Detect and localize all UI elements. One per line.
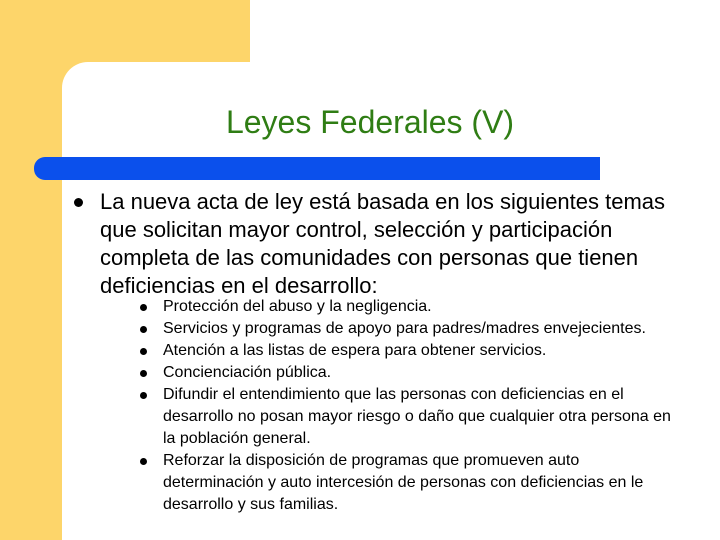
- main-bullet-text: La nueva acta de ley está basada en los siguientes temas que solicitan mayor control, selección y participación completa de las comunidades con personas que tienen deficiencias en el desarrollo:: [100, 189, 666, 298]
- sub-bullet-text: Reforzar la disposición de programas que promueven auto determinación y auto intercesión de personas con deficiencias en le desarrollo y sus familias.: [163, 452, 644, 513]
- sub-bullet-dot: [140, 304, 147, 311]
- left-accent-strip: [0, 0, 62, 540]
- sub-bullet-item: [140, 340, 680, 362]
- sub-bullet-item: [140, 318, 680, 340]
- sub-bullet-dot: [140, 392, 147, 399]
- sub-bullet-item: [140, 362, 680, 384]
- sub-bullet-text: Concienciación pública.: [163, 364, 332, 381]
- sub-bullet-item: [140, 296, 680, 318]
- sub-bullet-text: Servicios y programas de apoyo para padres/madres envejecientes.: [163, 320, 646, 337]
- sub-bullet-dot: [140, 370, 147, 377]
- title-underline-bar: [34, 157, 600, 180]
- sub-bullet-dot: [140, 458, 147, 465]
- sub-bullet-item: [140, 384, 680, 450]
- slide-title: Leyes Federales (V): [225, 104, 515, 140]
- sub-bullet-dot: [140, 348, 147, 355]
- sub-bullet-text: Difundir el entendimiento que las personas con deficiencias en el desarrollo no posan mayor riesgo o daño que cualquier otra persona en la población general.: [163, 386, 671, 447]
- sub-bullet-list: [140, 296, 680, 516]
- sub-bullet-text: Atención a las listas de espera para obtener servicios.: [163, 342, 547, 359]
- main-bullet-dot: [74, 198, 83, 207]
- sub-bullet-item: [140, 450, 680, 516]
- sub-bullet-text: Protección del abuso y la negligencia.: [163, 298, 432, 315]
- sub-bullet-dot: [140, 326, 147, 333]
